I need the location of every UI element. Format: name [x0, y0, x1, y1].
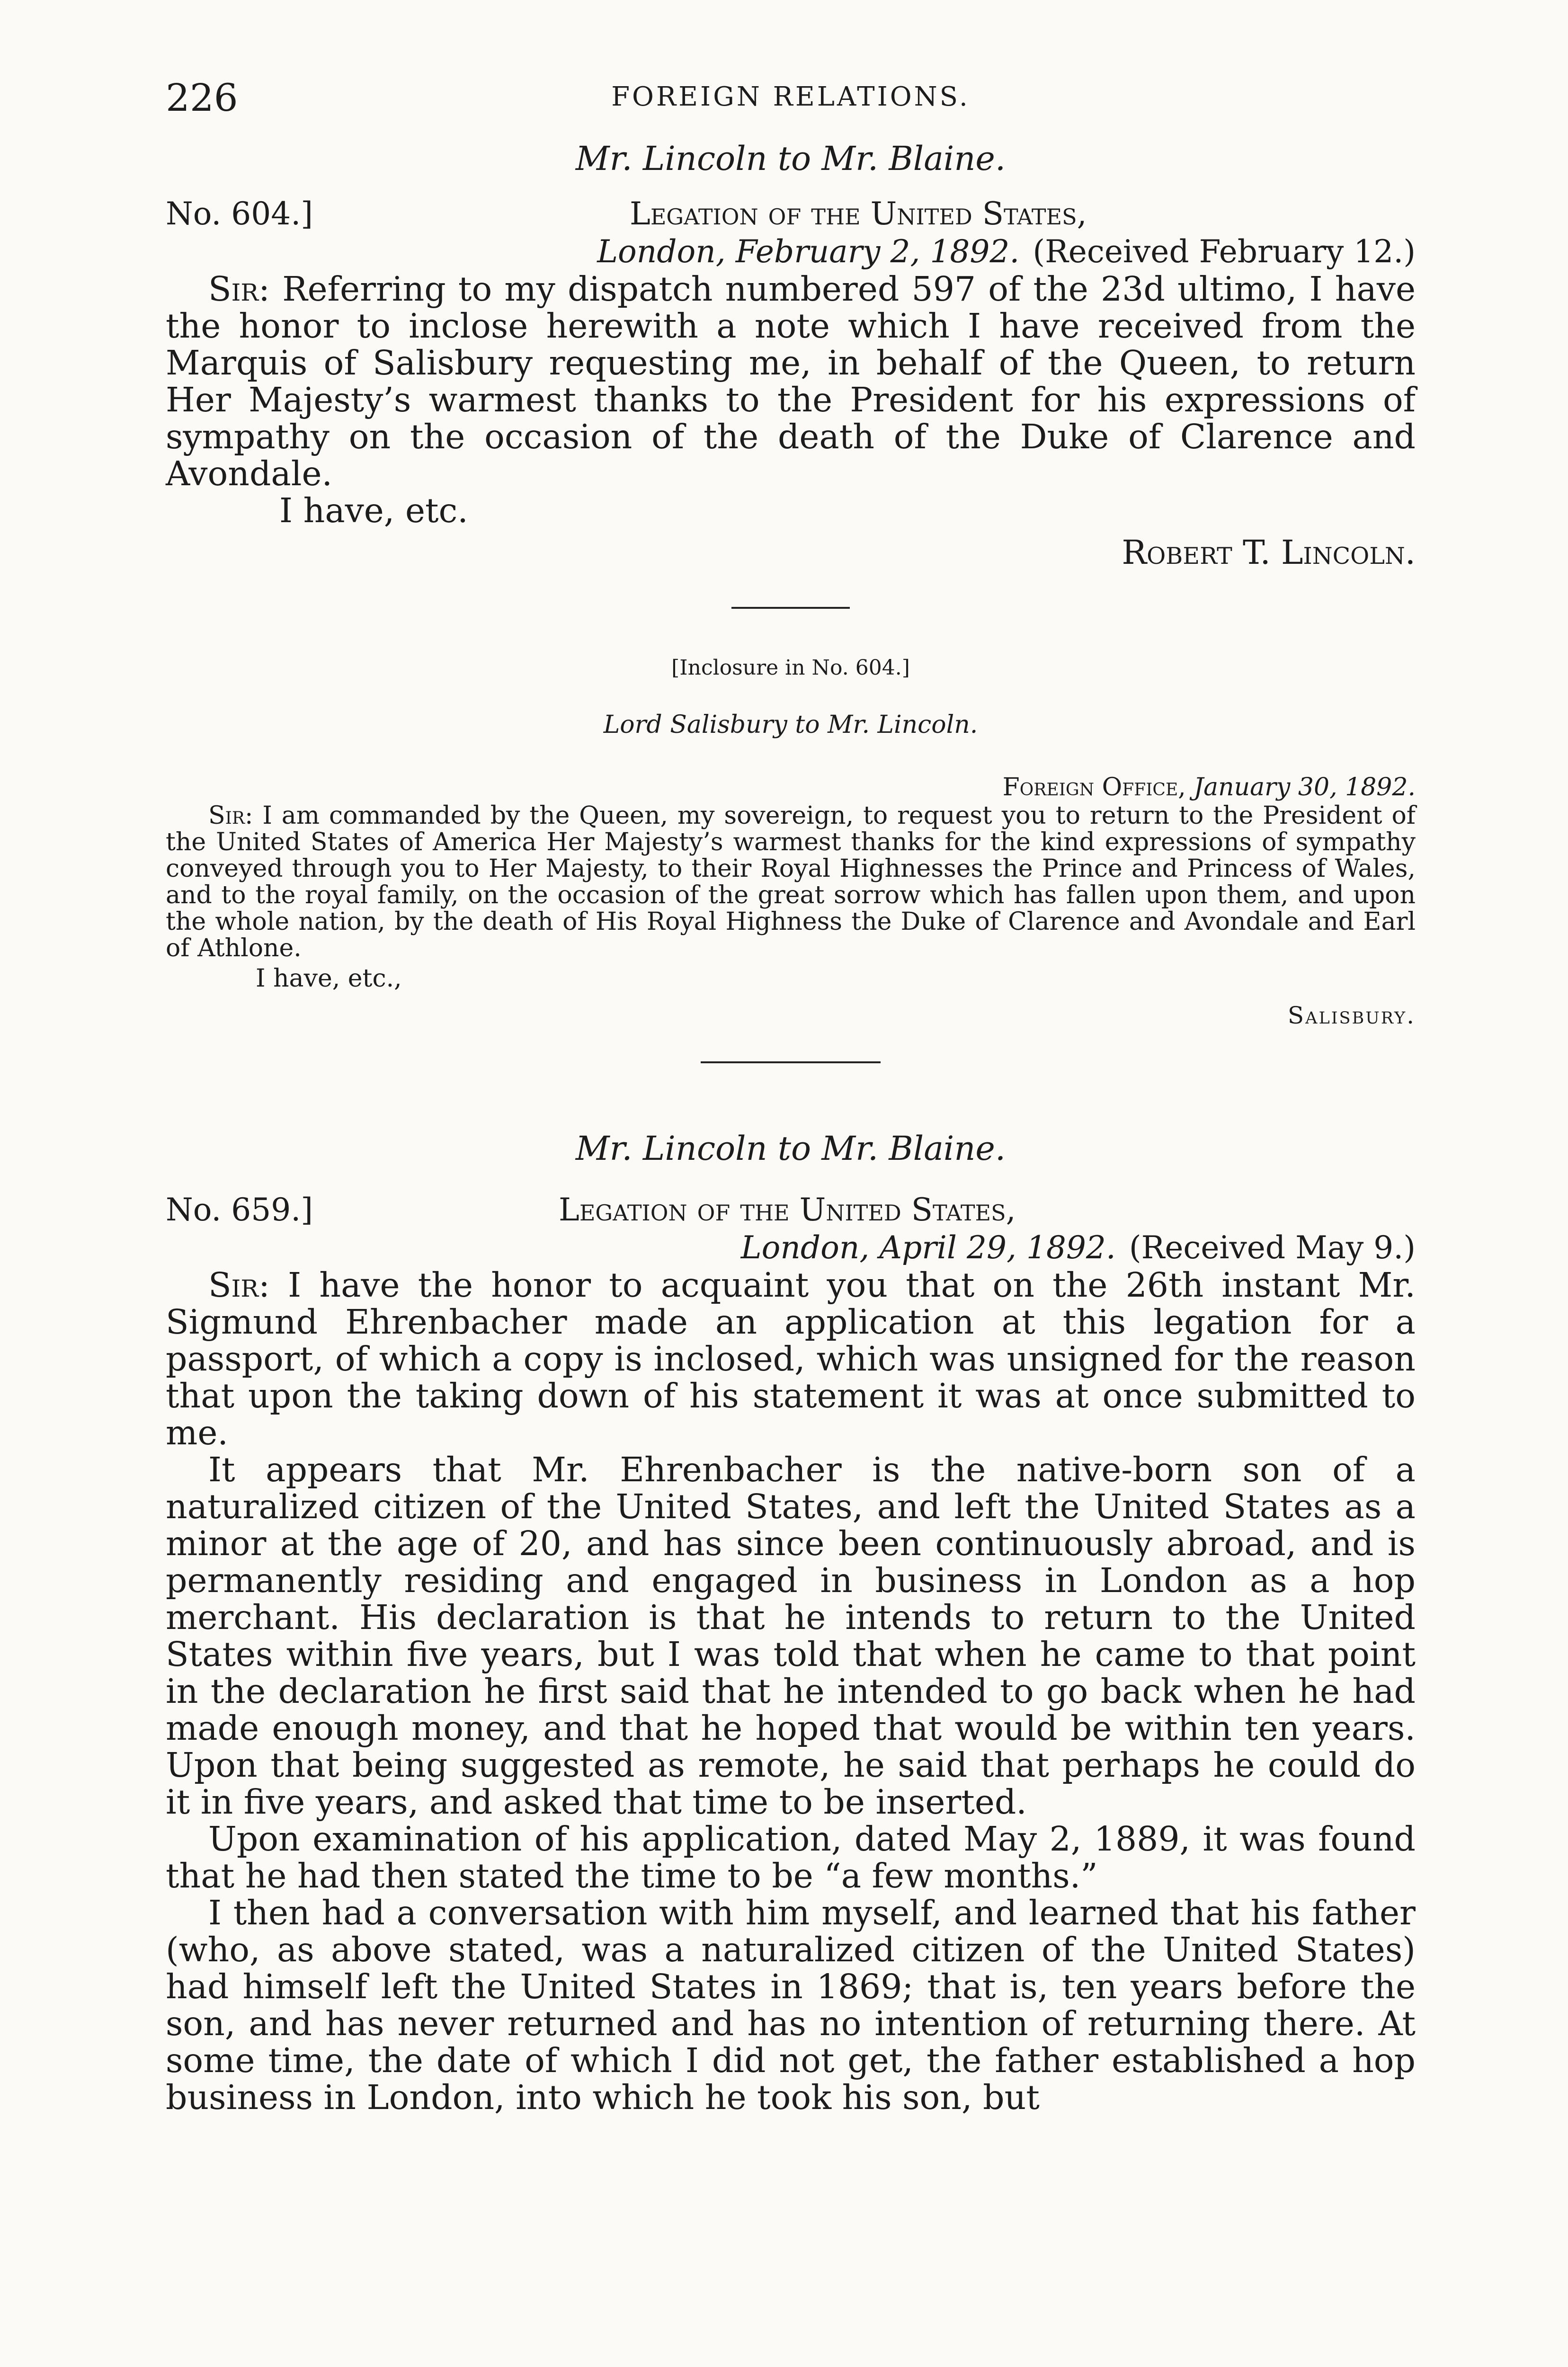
document-page: [166, 76, 1416, 2116]
salutation: Sir:: [208, 1265, 270, 1305]
place-date: London, April 29, 1892.: [740, 1229, 1116, 1266]
section-divider: [731, 607, 850, 609]
letter-body: [166, 1267, 1416, 2116]
letter-dateline: [166, 195, 1416, 271]
letter-heading: Mr. Lincoln to Mr. Blaine.: [575, 1129, 1006, 1168]
place-date-line: [166, 1229, 1416, 1267]
inclosure-body: [166, 802, 1416, 961]
dispatch-number: No. 659.]: [166, 1192, 313, 1228]
office: Foreign Office,: [1002, 773, 1186, 801]
section-divider: [701, 1061, 881, 1063]
inclosure-dateline: [166, 772, 1416, 802]
dispatch-number: No. 604.]: [166, 196, 313, 232]
paragraph: Upon examination of his application, dated May 2, 1889, it was found that he had then stated the time to be “a few months.”: [166, 1819, 1416, 1895]
paragraph: It appears that Mr. Ehrenbacher is the native-born son of a naturalized citizen of the United States, and left the United States as a minor at the age of 20, and has since been continuously abroad, and is permanently residing and engaged in business in London as a hop merchant. His declaration is that he intends to return to the United States within five years, but I was told that when he came to that point in the declaration he first said that he intended to go back when he had made enough money, and that he hoped that would be within ten years. Upon that being suggested as remote, he said that perhaps he could do it in five years, and asked that time to be inserted.: [166, 1450, 1416, 1822]
closing: I have, etc.,: [256, 964, 402, 993]
letter-heading: Mr. Lincoln to Mr. Blaine.: [575, 139, 1006, 178]
inclosure-label: [Inclosure in No. 604.]: [671, 656, 910, 680]
legation-line: Legation of the United States,: [559, 1192, 1016, 1228]
running-title: FOREIGN RELATIONS.: [611, 81, 970, 112]
inclosure: [166, 654, 1416, 1031]
legation-line: Legation of the United States,: [630, 196, 1087, 232]
place-date: London, February 2, 1892.: [597, 233, 1020, 270]
paragraph: [166, 802, 1416, 961]
paragraph: I then had a conversation with him myself, and learned that his father (who, as above stated, was a naturalized citizen of the United States) had himself left the United States in 1869; that is, ten years before the son, and has never returned and has no intention of returning there. At some time, the date of which I did not get, the father established a hop business in London, into which he took his son, but: [166, 1893, 1416, 2117]
signature: Robert T. Lincoln.: [1122, 533, 1416, 572]
letter-no-604: [166, 137, 1416, 574]
letter-body: [166, 271, 1416, 492]
letter-no-659: [166, 1127, 1416, 2116]
paragraph: [166, 1267, 1416, 1451]
paragraph-text: I have the honor to acquaint you that on the 26th instant Mr. Sigmund Ehrenbacher made an application at this legation for a passport, of which a copy is inclosed, which was unsigned for the reason that upon the taking down of his statement it was at once submitted to me.: [166, 1265, 1416, 1452]
page-number: 226: [166, 76, 238, 120]
paragraph-text: I am commanded by the Queen, my sovereign, to request you to return to the President of the United States of America Her Majesty’s warmest thanks for the kind expressions of sympathy conveyed through you to Her Majesty, to their Royal Highnesses the Prince and Princess of Wales, and to the royal family, on the occasion of the great sorrow which has fallen upon them, and upon the whole nation, by the death of His Royal Highness the Duke of Clarence and Avondale and Earl of Athlone.: [166, 801, 1416, 962]
salutation: Sir:: [208, 269, 270, 309]
paragraph: [166, 271, 1416, 492]
place-date-line: [166, 233, 1416, 271]
closing: I have, etc.: [279, 491, 468, 530]
running-head: [166, 76, 1416, 137]
paragraph-text: Referring to my dispatch numbered 597 of the 23d ultimo, I have the honor to inclose herewith a note which I have received from the Marquis of Salisbury requesting me, in behalf of the Queen, to return Her Majesty’s warmest thanks to the President for his expressions of sympathy on the occasion of the death of the Duke of Clarence and Avondale.: [166, 269, 1416, 493]
received-date: (Received February 12.): [1033, 233, 1416, 270]
received-date: (Received May 9.): [1129, 1229, 1416, 1266]
letter-dateline: [166, 1191, 1416, 1267]
salutation: Sir:: [208, 801, 253, 830]
date: January 30, 1892.: [1194, 773, 1416, 801]
signature: Salisbury.: [1287, 1002, 1416, 1029]
inclosure-heading: Lord Salisbury to Mr. Lincoln.: [603, 711, 978, 739]
